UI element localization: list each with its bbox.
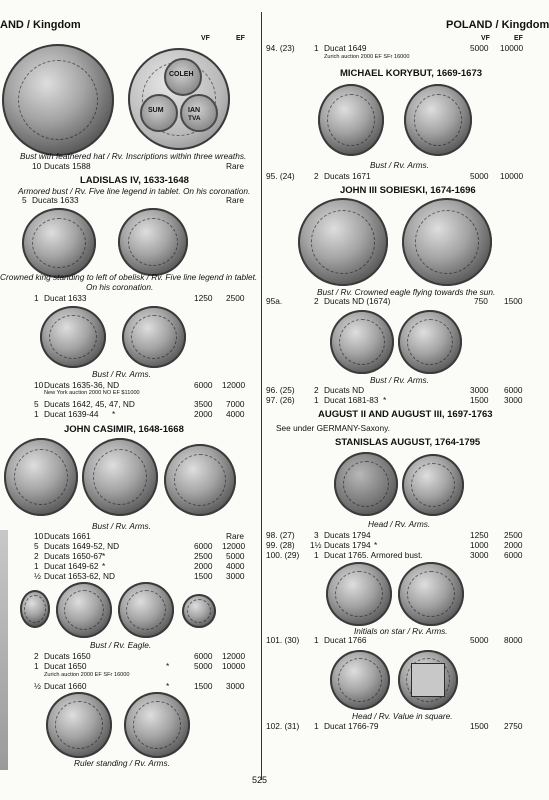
row-half-ducat-1653-desc: Ducat 1653-62, ND: [44, 571, 116, 581]
row-100-ef: 6000: [504, 550, 523, 560]
section-john-iii-sobieski: JOHN III SOBIESKI, 1674-1696: [340, 185, 476, 196]
row-96-cat: 96. (25): [266, 385, 295, 395]
wreath-1-text: COLEH: [169, 71, 194, 78]
row-102-desc: Ducat 1766-79: [324, 721, 379, 731]
row-1-ducat-1633-vf: 1250: [194, 293, 213, 303]
row-99-desc: Ducats 1794: [324, 540, 371, 550]
coin-image-five-line-tablet: [118, 208, 188, 276]
row-101-vf: 5000: [470, 635, 489, 645]
row-101-cat: 101. (30): [266, 635, 300, 645]
coin-image-stanislas-head-2: [330, 650, 390, 710]
row-95-num: 2: [314, 171, 319, 181]
row-10-ducats-1635-vf: 6000: [194, 380, 213, 390]
section-john-casimir: JOHN CASIMIR, 1648-1668: [64, 424, 184, 435]
column-divider: [261, 12, 262, 780]
row-97-ef: 3000: [504, 395, 523, 405]
section-august-ii-iii: AUGUST II AND AUGUST III, 1697-1763: [318, 409, 493, 420]
coin-image-stanislas-arms: [402, 454, 464, 516]
coin-image-ladislas-arms: [122, 306, 186, 368]
row-95-cat: 95. (24): [266, 171, 295, 181]
row-10-ducats-1661-rare: Rare: [226, 531, 244, 541]
coin-image-jc-bust-2: [164, 444, 236, 516]
row-94-ef: 10000: [500, 43, 524, 53]
coin-image-jc-bust-1: [4, 438, 78, 516]
row-1-ducat-1650-vf: 5000: [194, 661, 213, 671]
coin-image-initials-arms: [398, 562, 464, 626]
row-100-cat: 100. (29): [266, 550, 300, 560]
row-10-ducats-rare: Rare: [226, 161, 244, 171]
coin-image-eagle: [118, 582, 174, 638]
row-half-ducat-1653-ef: 3000: [226, 571, 245, 581]
coin-image-korybut-arms: [404, 84, 472, 156]
row-1-ducat-1649-62-vf: 2000: [194, 561, 213, 571]
row-half-ducat-1660-num: ½: [34, 681, 41, 691]
coin-image-sobieski-eagle: [402, 198, 492, 286]
section-stanislas-august: STANISLAS AUGUST, 1764-1795: [335, 437, 481, 448]
coin-image-sobieski-bust: [298, 198, 388, 286]
page-number: 525: [252, 775, 268, 785]
coin-image-ruler-standing: [46, 692, 112, 758]
caption-ruler-standing: Ruler standing / Rv. Arms.: [74, 758, 170, 768]
row-101-desc: Ducat 1766: [324, 635, 367, 645]
row-1-ducat-1650-note: Zurich auction 2000 EF SFr 16000: [44, 672, 130, 678]
row-5-ducats-1633-rare: Rare: [226, 195, 244, 205]
row-97-star: *: [383, 395, 387, 405]
row-94-cat: 94. (23): [266, 43, 295, 53]
row-95a-num: 2: [314, 296, 319, 306]
coin-image-ladislas-bust: [40, 306, 106, 368]
row-10-ducats-1635-desc: Ducats 1635-36, ND: [44, 380, 120, 390]
coin-image-korybut-bust: [318, 84, 384, 156]
row-1-ducat-1633-desc: Ducat 1633: [44, 293, 87, 303]
row-5-ducats-1642-ef: 7000: [226, 399, 245, 409]
left-vf-header: VF: [201, 35, 210, 42]
right-running-header: POLAND / Kingdom: [446, 19, 549, 31]
row-99-ef: 2000: [504, 540, 523, 550]
row-1-ducat-1650-num: 1: [34, 661, 39, 671]
row-5-ducats-1649-vf: 6000: [194, 541, 213, 551]
row-102-num: 1: [314, 721, 319, 731]
caption-sobieski-eagle: Bust / Rv. Crowned eagle flying towards the sun.: [317, 287, 496, 297]
row-half-ducat-1653-vf: 1500: [194, 571, 213, 581]
row-10-ducats-num: 10: [32, 161, 42, 171]
row-96-vf: 3000: [470, 385, 489, 395]
row-95a-vf: 750: [474, 296, 488, 306]
row-98-num: 3: [314, 530, 319, 540]
row-5-ducats-1649-desc: Ducats 1649-52, ND: [44, 541, 120, 551]
coin-image-feathered-hat-bust: [2, 44, 114, 156]
row-10-ducats-1635-ef: 12000: [222, 380, 246, 390]
row-10-ducats-desc: Ducats 1588: [44, 161, 91, 171]
row-94-num: 1: [314, 43, 319, 53]
row-98-ef: 2500: [504, 530, 523, 540]
row-1-ducat-1650-star: *: [166, 661, 170, 671]
see-under-saxony: See under GERMANY-Saxony.: [276, 423, 390, 433]
coin-image-sobieski-arms: [398, 310, 462, 374]
row-1-ducat-1649-62-ef: 4000: [226, 561, 245, 571]
coin-image-ruler-arms: [124, 692, 190, 758]
row-half-ducat-1660-desc: Ducat 1660: [44, 681, 87, 691]
caption-korybut: Bust / Rv. Arms.: [370, 160, 430, 170]
row-99-star: *: [374, 540, 378, 550]
row-95-desc: Ducats 1671: [324, 171, 371, 181]
row-1-ducat-1649-62-num: 1: [34, 561, 39, 571]
row-5-ducats-1633-num: 5: [22, 195, 27, 205]
row-5-ducats-1649-ef: 12000: [222, 541, 246, 551]
row-100-desc: Ducat 1765. Armored bust.: [324, 550, 423, 560]
row-half-ducat-1660-star: *: [166, 681, 170, 691]
row-half-ducat-1660-vf: 1500: [194, 681, 213, 691]
row-95-vf: 5000: [470, 171, 489, 181]
row-half-ducat-1653-num: ½: [34, 571, 41, 581]
row-1-ducat-1650-ef: 10000: [222, 661, 246, 671]
row-95-ef: 10000: [500, 171, 524, 181]
section-michael-korybut: MICHAEL KORYBUT, 1669-1673: [340, 68, 483, 79]
row-2-ducats-1650-67-star: *: [102, 551, 106, 561]
row-1-ducat-1649-62-desc: Ducat 1649-62: [44, 561, 99, 571]
row-95a-desc: Ducats ND (1674): [324, 296, 391, 306]
caption-initials-star: Initials on star / Rv. Arms.: [354, 626, 448, 636]
row-2-ducats-1650-vf: 6000: [194, 651, 213, 661]
row-99-cat: 99. (28): [266, 540, 295, 550]
left-running-header: AND / Kingdom: [0, 19, 81, 31]
wreath-3-text-2: TVA: [188, 115, 201, 122]
row-94-note: Zurich auction 2000 EF SFr 16000: [324, 54, 410, 60]
row-98-desc: Ducats 1794: [324, 530, 371, 540]
row-1-ducat-1639-vf: 2000: [194, 409, 213, 419]
row-97-vf: 1500: [470, 395, 489, 405]
coin-image-eagle-bust: [56, 582, 112, 638]
caption-bust-eagle: Bust / Rv. Eagle.: [90, 640, 152, 650]
row-10-ducats-1661-desc: Ducats 1661: [44, 531, 91, 541]
row-102-vf: 1500: [470, 721, 489, 731]
row-99-num: 1½: [310, 540, 322, 550]
row-96-desc: Ducats ND: [324, 385, 365, 395]
caption-feathered-hat: Bust with feathered hat / Rv. Inscriptions within three wreaths.: [20, 151, 247, 161]
row-1-ducat-1639-ef: 4000: [226, 409, 245, 419]
row-1-ducat-1639-star: *: [112, 409, 116, 419]
row-96-ef: 6000: [504, 385, 523, 395]
row-2-ducats-1650-ef: 12000: [222, 651, 246, 661]
row-5-ducats-1633-desc: Ducats 1633: [32, 195, 79, 205]
row-95a-ef: 1500: [504, 296, 523, 306]
caption-sobieski-arms: Bust / Rv. Arms.: [370, 375, 430, 385]
row-5-ducats-1642-desc: Ducats 1642, 45, 47, ND: [44, 399, 135, 409]
book-spine-edge: [0, 530, 8, 770]
row-5-ducats-1649-num: 5: [34, 541, 39, 551]
row-10-ducats-1661-num: 10: [34, 531, 44, 541]
row-95a-cat: 95a.: [266, 296, 283, 306]
caption-coronation: On his coronation.: [86, 282, 154, 292]
right-ef-header: EF: [514, 35, 523, 42]
coin-image-stanislas-head: [334, 452, 398, 516]
row-98-cat: 98. (27): [266, 530, 295, 540]
row-2-ducats-1650-desc: Ducats 1650: [44, 651, 91, 661]
row-2-ducats-1650-67-vf: 2500: [194, 551, 213, 561]
caption-value-square: Head / Rv. Value in square.: [352, 711, 453, 721]
caption-stanislas-head-arms: Head / Rv. Arms.: [368, 519, 431, 529]
row-5-ducats-1642-num: 5: [34, 399, 39, 409]
row-1-ducat-1639-desc: Ducat 1639-44: [44, 409, 99, 419]
coin-image-king-obelisk: [22, 208, 96, 278]
left-ef-header: EF: [236, 35, 245, 42]
row-1-ducat-1633-ef: 2500: [226, 293, 245, 303]
row-1-ducat-1649-62-star: *: [102, 561, 106, 571]
row-101-num: 1: [314, 635, 319, 645]
row-97-num: 1: [314, 395, 319, 405]
right-vf-header: VF: [481, 35, 490, 42]
coin-image-sobieski-bust-2: [330, 310, 394, 374]
row-97-desc: Ducat 1681-83: [324, 395, 379, 405]
row-100-vf: 3000: [470, 550, 489, 560]
coin-image-jc-arms: [82, 438, 158, 516]
row-94-vf: 5000: [470, 43, 489, 53]
row-94-desc: Ducat 1649: [324, 43, 367, 53]
coin-image-initials-star: [326, 562, 392, 626]
value-square-tablet: [411, 663, 445, 697]
caption-armored-bust: Armored bust / Rv. Five line legend in tablet. On his coronation.: [18, 186, 251, 196]
wreath-2-text: SUM: [148, 107, 164, 114]
row-2-ducats-1650-67-num: 2: [34, 551, 39, 561]
row-half-ducat-1660-ef: 3000: [226, 681, 245, 691]
row-1-ducat-1650-desc: Ducat 1650: [44, 661, 87, 671]
coin-image-eagle-small-2: [182, 594, 216, 628]
row-10-ducats-1635-num: 10: [34, 380, 44, 390]
caption-bust-arms-1: Bust / Rv. Arms.: [92, 369, 152, 379]
row-102-cat: 102. (31): [266, 721, 300, 731]
row-1-ducat-1633-num: 1: [34, 293, 39, 303]
coin-image-eagle-small-1: [20, 590, 50, 628]
row-2-ducats-1650-67-desc: Ducats 1650-67: [44, 551, 103, 561]
row-99-vf: 1000: [470, 540, 489, 550]
section-ladislas-iv: LADISLAS IV, 1633-1648: [80, 175, 189, 186]
caption-crowned-king: Crowned king standing to left of obelisk / Rv. Five line legend in tablet.: [0, 272, 258, 282]
row-101-ef: 8000: [504, 635, 523, 645]
wreath-3-text: IAN: [188, 107, 201, 114]
row-10-ducats-1635-note: New York auction 2000 NO EF $11000: [44, 390, 140, 396]
row-5-ducats-1642-vf: 3500: [194, 399, 213, 409]
row-2-ducats-1650-67-ef: 5000: [226, 551, 245, 561]
row-97-cat: 97. (26): [266, 395, 295, 405]
row-2-ducats-1650-num: 2: [34, 651, 39, 661]
row-100-num: 1: [314, 550, 319, 560]
row-96-num: 2: [314, 385, 319, 395]
row-102-ef: 2750: [504, 721, 523, 731]
row-1-ducat-1639-num: 1: [34, 409, 39, 419]
caption-bust-arms-2: Bust / Rv. Arms.: [92, 521, 152, 531]
row-98-vf: 1250: [470, 530, 489, 540]
